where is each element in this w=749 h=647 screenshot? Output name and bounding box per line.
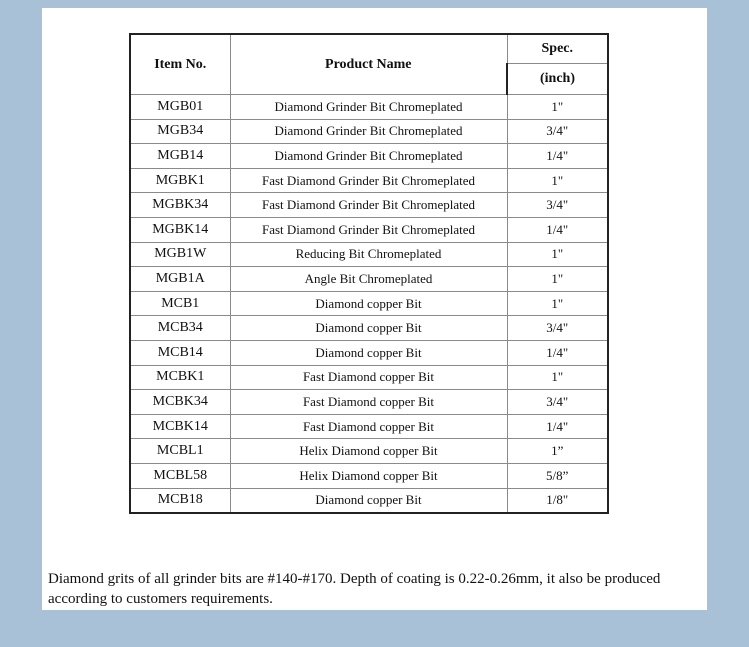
cell-spec: 1" [507, 242, 608, 267]
cell-product-name: Fast Diamond copper Bit [230, 414, 507, 439]
cell-item-no: MGBK34 [130, 193, 230, 218]
table-row [130, 95, 608, 120]
cell-product-name: Diamond copper Bit [230, 340, 507, 365]
cell-spec: 1” [507, 439, 608, 464]
cell-item-no: MGB1W [130, 242, 230, 267]
cell-item-no: MCB1 [130, 291, 230, 316]
cell-item-no: MGBK1 [130, 168, 230, 193]
cell-product-name: Reducing Bit Chromeplated [230, 242, 507, 267]
table-row [130, 168, 608, 193]
cell-item-no: MCB14 [130, 340, 230, 365]
table-row [130, 390, 608, 415]
cell-item-no: MGB01 [130, 95, 230, 120]
table-row [130, 193, 608, 218]
cell-spec: 5/8” [507, 463, 608, 488]
cell-spec: 1/4" [507, 217, 608, 242]
cell-item-no: MCBK34 [130, 390, 230, 415]
table-header-row [130, 34, 608, 64]
cell-product-name: Fast Diamond Grinder Bit Chromeplated [230, 217, 507, 242]
cell-item-no: MGB34 [130, 119, 230, 144]
cell-item-no: MGB1A [130, 267, 230, 292]
cell-spec: 1" [507, 95, 608, 120]
cell-spec: 1/4" [507, 414, 608, 439]
cell-item-no: MCBK14 [130, 414, 230, 439]
table-row [130, 365, 608, 390]
cell-product-name: Fast Diamond copper Bit [230, 365, 507, 390]
table-row [130, 267, 608, 292]
cell-product-name: Diamond copper Bit [230, 291, 507, 316]
table-row [130, 119, 608, 144]
table-row [130, 463, 608, 488]
cell-product-name: Diamond Grinder Bit Chromeplated [230, 95, 507, 120]
cell-product-name: Helix Diamond copper Bit [230, 463, 507, 488]
table-row [130, 291, 608, 316]
cell-item-no: MCBL58 [130, 463, 230, 488]
table-row [130, 242, 608, 267]
cell-spec: 3/4" [507, 119, 608, 144]
document-panel [42, 8, 707, 610]
header-spec: Spec. [507, 34, 608, 64]
cell-item-no: MCBL1 [130, 439, 230, 464]
cell-item-no: MCB34 [130, 316, 230, 341]
cell-spec: 1/8" [507, 488, 608, 513]
cell-spec: 1" [507, 168, 608, 193]
cell-item-no: MCBK1 [130, 365, 230, 390]
product-table [129, 33, 609, 514]
cell-product-name: Angle Bit Chromeplated [230, 267, 507, 292]
table-row [130, 414, 608, 439]
cell-product-name: Fast Diamond copper Bit [230, 390, 507, 415]
cell-spec: 1" [507, 267, 608, 292]
cell-spec: 3/4" [507, 316, 608, 341]
cell-product-name: Fast Diamond Grinder Bit Chromeplated [230, 193, 507, 218]
cell-item-no: MGB14 [130, 144, 230, 169]
cell-product-name: Diamond copper Bit [230, 488, 507, 513]
table-row [130, 144, 608, 169]
coating-note: Diamond grits of all grinder bits are #140-#170. Depth of coating is 0.22-0.26mm, it also be produced according to customers requirements. [48, 571, 661, 607]
cell-spec: 3/4" [507, 390, 608, 415]
cell-spec: 1" [507, 291, 608, 316]
cell-product-name: Diamond copper Bit [230, 316, 507, 341]
cell-spec: 1" [507, 365, 608, 390]
cell-spec: 3/4" [507, 193, 608, 218]
table-row [130, 340, 608, 365]
cell-product-name: Diamond Grinder Bit Chromeplated [230, 144, 507, 169]
table-row [130, 439, 608, 464]
header-spec-unit: (inch) [507, 64, 608, 95]
cell-spec: 1/4" [507, 340, 608, 365]
table-row [130, 488, 608, 513]
table-row [130, 316, 608, 341]
cell-item-no: MGBK14 [130, 217, 230, 242]
cell-product-name: Fast Diamond Grinder Bit Chromeplated [230, 168, 507, 193]
header-item-no: Item No. [130, 34, 230, 95]
cell-spec: 1/4" [507, 144, 608, 169]
cell-product-name: Diamond Grinder Bit Chromeplated [230, 119, 507, 144]
header-product-name: Product Name [230, 34, 507, 95]
cell-product-name: Helix Diamond copper Bit [230, 439, 507, 464]
cell-item-no: MCB18 [130, 488, 230, 513]
table-row [130, 217, 608, 242]
